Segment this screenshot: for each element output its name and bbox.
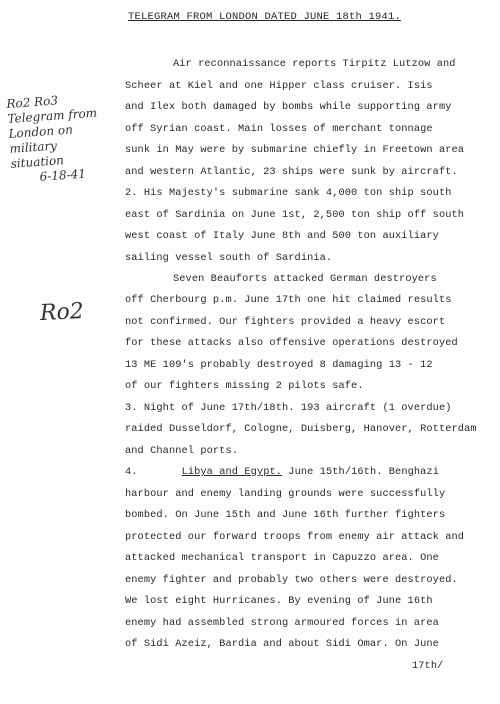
text-line: and western Atlantic, 23 ships were sunk by aircraft. xyxy=(125,166,458,178)
margin-note-line: situation xyxy=(10,153,65,171)
text-line: off Cherbourg p.m. June 17th one hit claimed results xyxy=(125,294,452,306)
text-line: 2. His Majesty's submarine sank 4,000 ton ship south xyxy=(125,187,452,199)
document-title: TELEGRAM FROM LONDON DATED JUNE 18th 1941. xyxy=(128,11,402,23)
heading-line-rest: June 15th/16th. Benghazi xyxy=(282,466,440,478)
text-line: attacked mechanical transport in Capuzzo area. One xyxy=(125,552,439,564)
margin-note-line: London on xyxy=(8,122,74,141)
section-heading: Libya and Egypt. xyxy=(181,466,283,478)
text-line: and Ilex both damaged by bombs while supporting army xyxy=(125,101,452,113)
handwritten-margin-note xyxy=(6,89,122,186)
catchword: 17th/ xyxy=(412,660,444,672)
text-line: Air reconnaissance reports Tirpitz Lutzow and xyxy=(173,58,456,70)
text-line: raided Dusseldorf, Cologne, Duisberg, Hanover, Rotterdam xyxy=(125,423,477,435)
paragraph-number: 4. xyxy=(125,466,138,478)
text-line: west coast of Italy June 8th and 500 ton auxiliary xyxy=(125,230,439,242)
text-line: bombed. On June 15th and June 16th further fighters xyxy=(125,509,446,521)
text-line: sunk in May were by submarine chiefly in Freetown area xyxy=(125,144,465,156)
text-line: Seven Beauforts attacked German destroyers xyxy=(173,273,437,285)
text-line: Scheer at Kiel and one Hipper class cruiser. Isis xyxy=(125,80,433,92)
text-line: harbour and enemy landing grounds were successfully xyxy=(125,488,446,500)
text-line: We lost eight Hurricanes. By evening of June 16th xyxy=(125,595,433,607)
text-line: 3. Night of June 17th/18th. 193 aircraft (1 overdue) xyxy=(125,402,452,414)
text-line: east of Sardinia on June 1st, 2,500 ton ship off south xyxy=(125,209,465,221)
text-line: not confirmed. Our fighters provided a heavy escort xyxy=(125,316,446,328)
paragraph-4-heading-line xyxy=(125,466,439,478)
handwritten-margin-mark: Ro2 xyxy=(39,298,85,327)
text-line: for these attacks also offensive operations destroyed xyxy=(125,337,458,349)
margin-note-line: 6-18-41 xyxy=(39,166,87,184)
text-line: off Syrian coast. Main losses of merchant tonnage xyxy=(125,123,433,135)
text-line: sailing vessel south of Sardinia. xyxy=(125,252,333,264)
margin-note-line: Telegram from xyxy=(7,105,98,126)
text-line: enemy had assembled strong armoured forces in area xyxy=(125,617,439,629)
text-line: and Channel ports. xyxy=(125,445,239,457)
text-line: enemy fighter and probably two others were destroyed. xyxy=(125,574,458,586)
margin-note-line: military xyxy=(9,138,58,156)
margin-note-line: Ro2 Ro3 xyxy=(6,93,59,111)
text-line: of our fighters missing 2 pilots safe. xyxy=(125,380,364,392)
text-line: 13 ME 109's probably destroyed 8 damaging 13 - 12 xyxy=(125,359,433,371)
text-line: protected our forward troops from enemy air attack and xyxy=(125,531,465,543)
text-line: of Sidi Azeiz, Bardia and about Sidi Omar. On June xyxy=(125,638,439,650)
